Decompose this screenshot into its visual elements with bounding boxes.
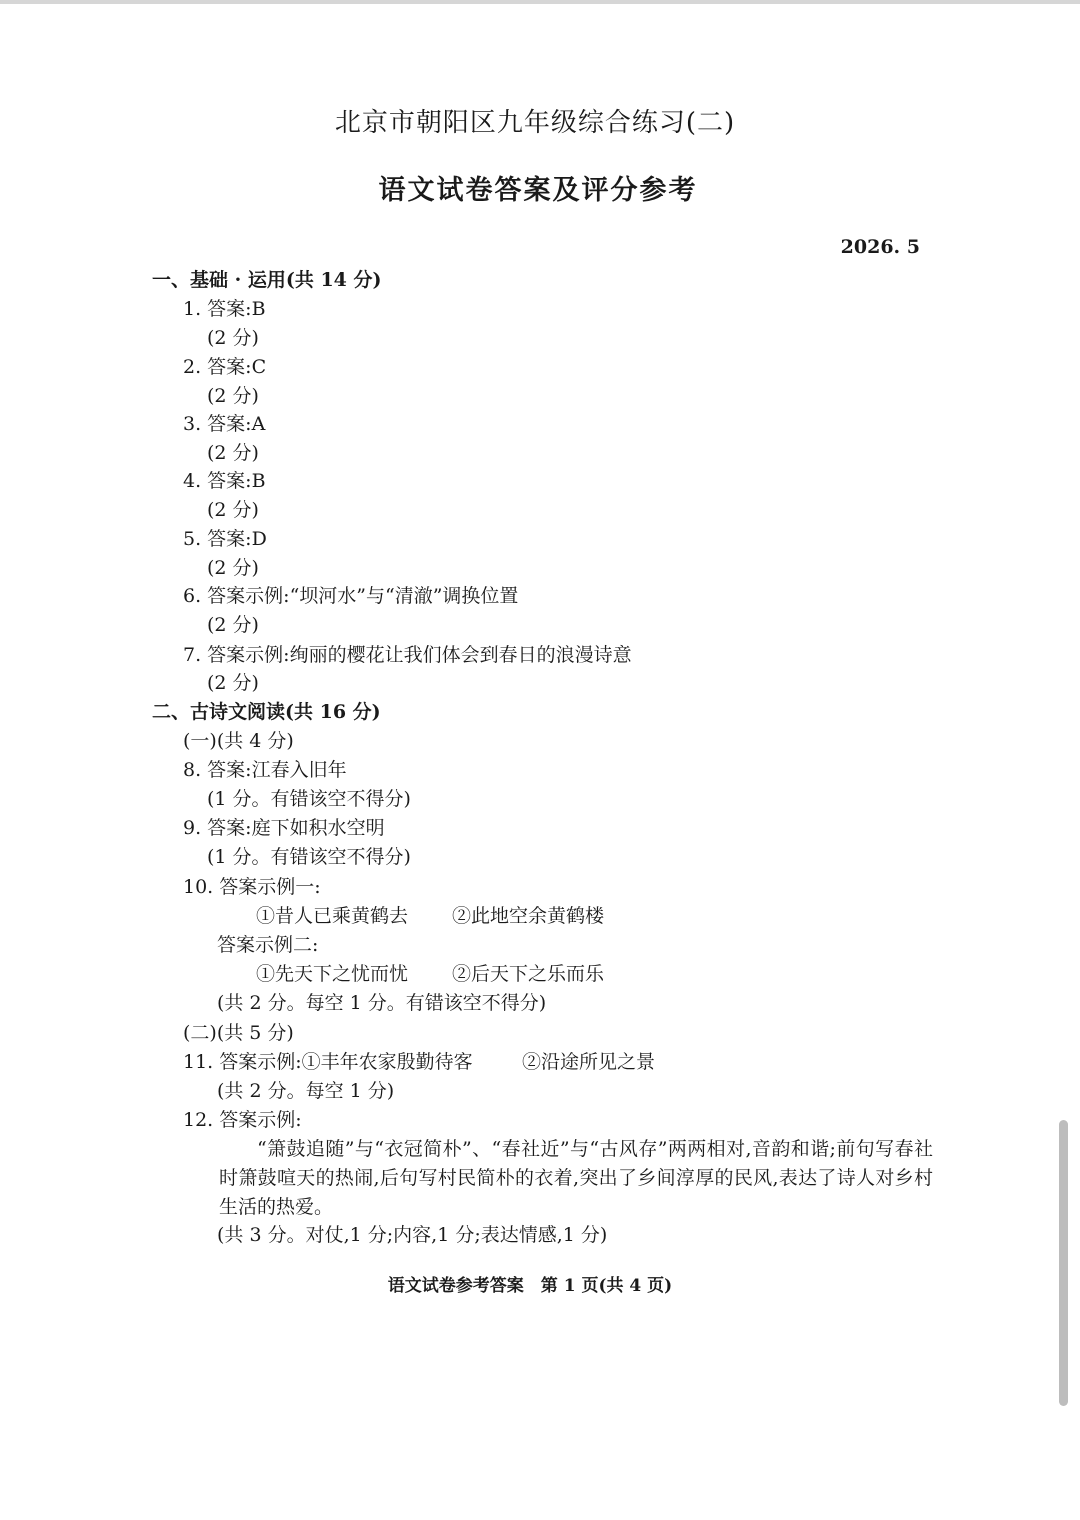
- answer-q5: 5. 答案:D: [183, 528, 267, 550]
- score-q1: (2 分): [207, 327, 259, 349]
- answer-q7: 7. 答案示例:绚丽的樱花让我们体会到春日的浪漫诗意: [183, 644, 632, 666]
- answer-q1: 1. 答案:B: [183, 298, 266, 320]
- score-q11: (共 2 分。每空 1 分): [217, 1080, 395, 1102]
- score-q2: (2 分): [207, 385, 259, 407]
- answer-q11-a: 11. 答案示例:①丰年农家殷勤待客: [183, 1051, 473, 1073]
- page-footer: 语文试卷参考答案 第 1 页(共 4 页): [387, 1276, 673, 1296]
- score-q9: (1 分。有错该空不得分): [207, 846, 411, 868]
- answer-q4: 4. 答案:B: [183, 470, 266, 492]
- answer-q10-example1-b: ②此地空余黄鹤楼: [452, 905, 605, 927]
- part-one-heading: (一)(共 4 分): [183, 730, 294, 752]
- answer-q12-label: 12. 答案示例:: [183, 1109, 302, 1131]
- answer-q9: 9. 答案:庭下如积水空明: [183, 817, 385, 839]
- answer-q6: 6. 答案示例:“坝河水”与“清澈”调换位置: [183, 585, 519, 607]
- score-q4: (2 分): [207, 499, 259, 521]
- answer-q3: 3. 答案:A: [183, 413, 266, 435]
- score-q3: (2 分): [207, 442, 259, 464]
- document-subtitle: 语文试卷答案及评分参考: [378, 175, 698, 206]
- answer-q10-example2-b: ②后天下之乐而乐: [452, 963, 605, 985]
- part-two-heading: (二)(共 5 分): [183, 1022, 294, 1044]
- document-date: 2026. 5: [840, 236, 920, 258]
- answer-q12-text: “箫鼓追随”与“衣冠简朴”、“春社近”与“古风存”两两相对,音韵和谐;前句写春社时箫鼓喧天的热闹,后句写村民简朴的衣着,突出了乡间淳厚的民风,表达了诗人对乡村生活的热爱。: [219, 1138, 933, 1218]
- answer-q11-b: ②沿途所见之景: [522, 1051, 656, 1073]
- vertical-scrollbar[interactable]: [1059, 1120, 1068, 1406]
- answer-q10-example1-a: ①昔人已乘黄鹤去: [256, 905, 409, 927]
- score-q7: (2 分): [207, 672, 259, 694]
- answer-q10-example2-a: ①先天下之忧而忧: [256, 963, 409, 985]
- answer-q2: 2. 答案:C: [183, 356, 267, 378]
- answer-q10-label2: 答案示例二:: [217, 934, 319, 956]
- score-q8: (1 分。有错该空不得分): [207, 788, 411, 810]
- document-title: 北京市朝阳区九年级综合练习(二): [334, 108, 736, 138]
- score-q5: (2 分): [207, 557, 259, 579]
- score-q12: (共 3 分。对仗,1 分;内容,1 分;表达情感,1 分): [217, 1224, 608, 1246]
- section-heading-classics: 二、古诗文阅读(共 16 分): [152, 701, 381, 723]
- score-q6: (2 分): [207, 614, 259, 636]
- answer-q10-label: 10. 答案示例一:: [183, 876, 321, 898]
- score-q10: (共 2 分。每空 1 分。有错该空不得分): [217, 992, 547, 1014]
- section-heading-basics: 一、基础 · 运用(共 14 分): [152, 269, 382, 291]
- answer-q8: 8. 答案:江春入旧年: [183, 759, 347, 781]
